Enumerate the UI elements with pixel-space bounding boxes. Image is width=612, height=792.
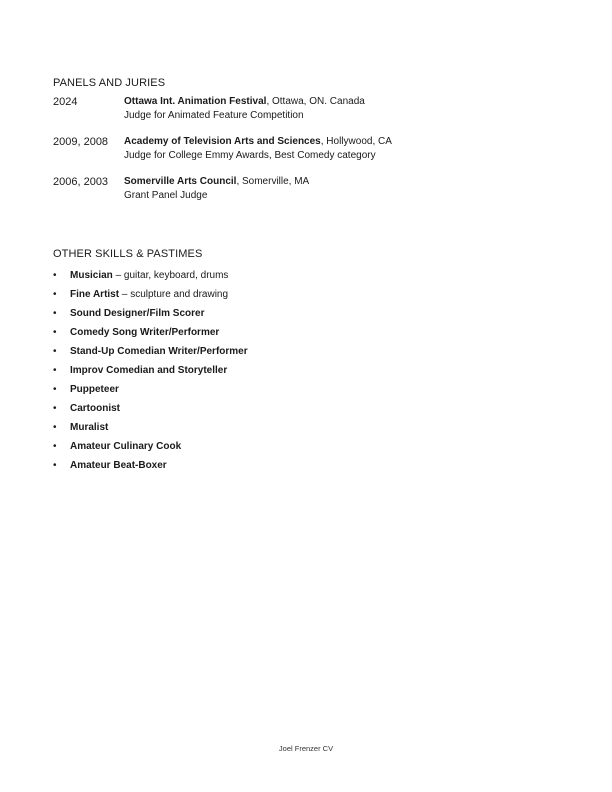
skill-name: Cartoonist — [70, 403, 120, 414]
entry-org: Academy of Television Arts and Sciences — [124, 136, 321, 147]
entry-detail — [124, 95, 365, 123]
entry-org-line — [124, 95, 365, 109]
bullet-icon: • — [53, 346, 57, 357]
skill-detail: – guitar, keyboard, drums — [112, 270, 229, 281]
skill-name: Stand-Up Comedian Writer/Performer — [70, 346, 248, 357]
skill-name: Sound Designer/Film Scorer — [70, 308, 205, 319]
bullet-icon: • — [53, 460, 57, 471]
entry-role: Judge for Animated Feature Competition — [124, 110, 304, 121]
bullet-icon: • — [53, 327, 57, 338]
entry-location: , Somerville, MA — [236, 176, 310, 187]
skill-name: Amateur Culinary Cook — [70, 441, 182, 452]
entry-org-line — [124, 175, 309, 189]
skill-name: Muralist — [70, 422, 109, 433]
entry-location: , Hollywood, CA — [320, 136, 392, 147]
entry-detail — [124, 175, 309, 203]
entry-role: Grant Panel Judge — [124, 190, 208, 201]
entry-location: , Ottawa, ON. Canada — [266, 96, 365, 107]
bullet-icon: • — [53, 289, 57, 300]
entry-year: 2009, 2008 — [53, 136, 109, 148]
entry-year: 2006, 2003 — [53, 176, 109, 188]
entry-org-line — [124, 135, 392, 149]
bullet-icon: • — [53, 441, 57, 452]
skills-heading: OTHER SKILLS & PASTIMES — [53, 248, 203, 260]
skill-name: Comedy Song Writer/Performer — [70, 327, 220, 338]
skill-name: Puppeteer — [70, 384, 119, 395]
entry-role: Judge for College Emmy Awards, Best Comedy category — [124, 150, 376, 161]
skill-name: Amateur Beat-Boxer — [70, 460, 167, 471]
entry-org: Ottawa Int. Animation Festival — [124, 96, 267, 107]
bullet-icon: • — [53, 384, 57, 395]
entry-detail — [124, 135, 392, 163]
bullet-icon: • — [53, 403, 57, 414]
entry-org: Somerville Arts Council — [124, 176, 237, 187]
entry-year: 2024 — [53, 96, 78, 108]
bullet-icon: • — [53, 422, 57, 433]
panels-heading: PANELS AND JURIES — [53, 77, 166, 89]
bullet-icon: • — [53, 365, 57, 376]
skill-name: Fine Artist — [70, 289, 120, 300]
skill-name: Improv Comedian and Storyteller — [70, 365, 228, 376]
skill-detail: – sculpture and drawing — [119, 289, 229, 300]
skill-name: Musician — [70, 270, 113, 281]
bullet-icon: • — [53, 270, 57, 281]
page-footer: Joel Frenzer CV — [278, 744, 334, 753]
bullet-icon: • — [53, 308, 57, 319]
